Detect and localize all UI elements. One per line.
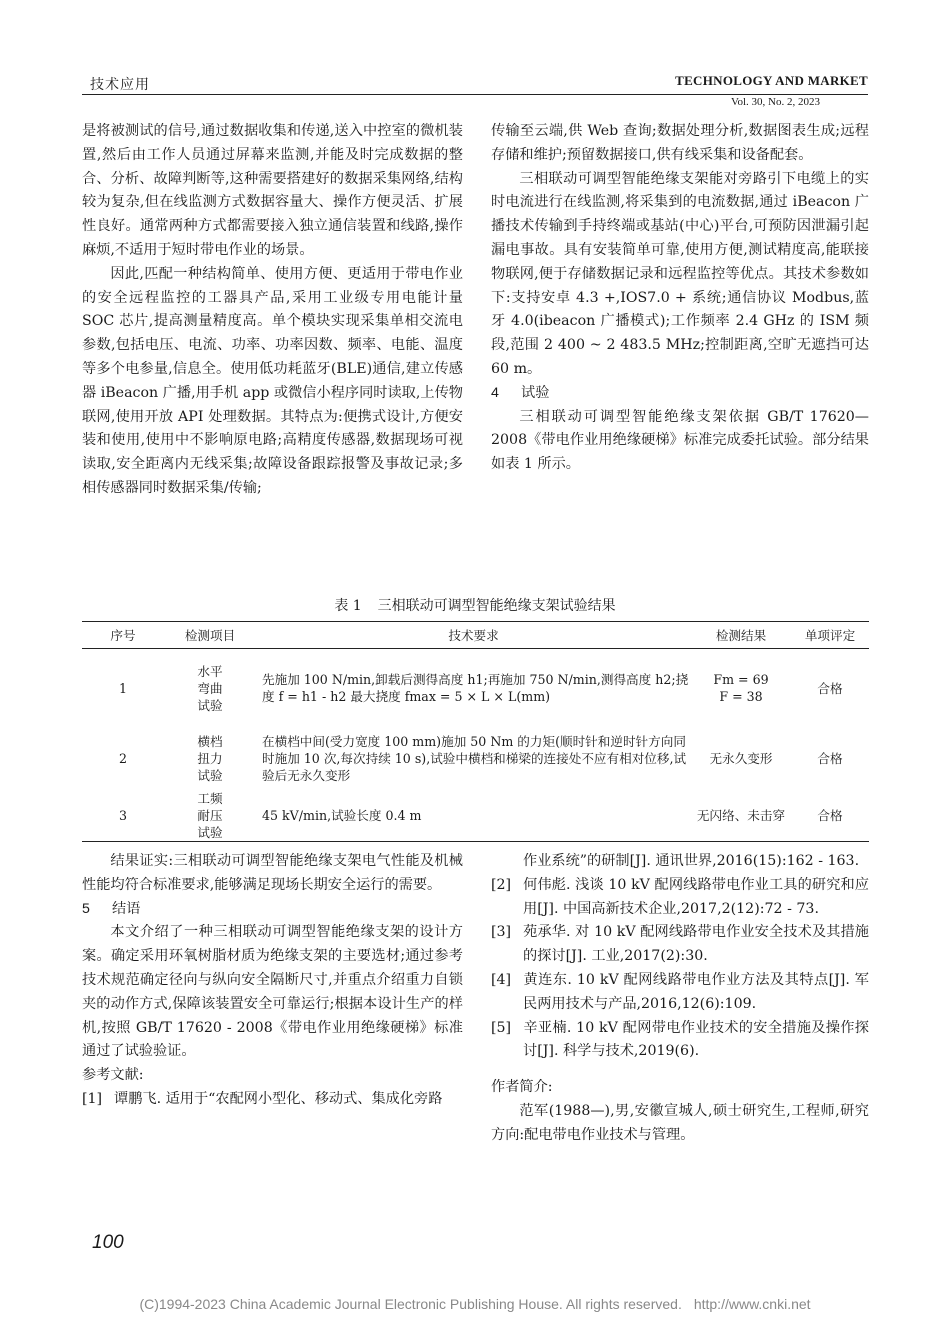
reference-tag: [1] [82, 1090, 103, 1107]
cell-requirement: 先施加 100 N/min,卸载后测得高度 h1;再施加 750 N/min,测得高度 h2;挠度 f = h1 - h2 最大挠度 fmax = 5 × L × L(mm) [262, 672, 689, 704]
paragraph: 本文介绍了一种三相联动可调型智能绝缘支架的设计方案。确定采用环氧树脂材质为绝缘支架的主要选材;通过参考技术规范确定径向与纵向安全隔断尺寸,并重点介绍重力自锁夹的动作方式,保障该装置安全可靠运行;根据本设计生产的样机,按照 GB/T 17620 - 2008《带电作业用绝缘硬梯》标准通过了试验验证。 [82, 924, 463, 1060]
table-caption [0, 595, 950, 615]
cell-item: 横档扭力试验 [197, 733, 223, 783]
author-title: 作者简介: [491, 1079, 553, 1096]
copyright-text: (C)1994-2023 China Academic Journal Electronic Publishing House. All rights reserved. [139, 1296, 682, 1312]
column-header: 单项评定 [791, 622, 869, 649]
lower-left-column [82, 850, 463, 1112]
author-bio: 范军(1988—),男,安徽宣城人,硕士研究生,工程师,研究方向:配电带电作业技术与管理。 [491, 1102, 869, 1143]
section-number: 4 [491, 384, 499, 401]
cell-requirement: 在横档中间(受力宽度 100 mm)施加 50 Nm 的力矩(顺时针和逆时针方向同时施加 10 次,每次持续 10 s),试验中横档和梯梁的连接处不应有相对位移,试验后无永久变形 [262, 733, 687, 783]
paragraph: 三相联动可调型智能绝缘支架能对旁路引下电缆上的实时电流进行在线监测,将采集到的电流数据,通过 iBeacon 广播技术传输到手持终端或基站(中心)平台,可预防因泄漏引起漏电事故。具有安装简单可靠,使用方便,测试精度高,能联接物联网,便于存储数据记录和远程监控等优点。其技术参数如下:支持安卓 4.3 +,IOS7.0 + 系统;通信协议 Modbus,蓝牙 4.0(ibeacon 广播模式);工作频率 2.4 GHz 的 ISM 频段,范围 2 400 ~ 2 483.5 MHz;控制距离,空旷无遮挡可达 60 m。 [491, 170, 869, 377]
reference-item [491, 969, 869, 1017]
section-title: 结语 [112, 900, 141, 917]
section-number: 5 [82, 900, 90, 917]
cell-verdict: 合格 [791, 789, 869, 842]
section-title: 试验 [521, 384, 550, 401]
paragraph: 结果证实:三相联动可调型智能绝缘支架电气性能及机械性能均符合标准要求,能够满足现场长期安全运行的需要。 [82, 853, 463, 893]
reference-text: 辛亚楠. 10 kV 配网带电作业技术的安全措施及操作探讨[J]. 科学与技术,2019(6). [523, 1019, 869, 1060]
reference-text: 谭鹏飞. 适用于“农配网小型化、移动式、集成化旁路 [114, 1090, 443, 1107]
lower-right-column [491, 850, 869, 1148]
cell-item: 水平弯曲试验 [197, 663, 223, 713]
column-header: 技术要求 [256, 622, 691, 649]
reference-continuation: 作业系统”的研制[J]. 通讯世界,2016(15):162 - 163. [523, 853, 860, 869]
cell-item: 工频耐压试验 [164, 789, 256, 842]
reference-item [82, 1088, 463, 1112]
column-header: 检测结果 [691, 622, 791, 649]
reference-item [491, 1017, 869, 1065]
cell-no: 2 [118, 750, 127, 766]
reference-text: 黄连东. 10 kV 配网线路带电作业方法及其特点[J]. 军民两用技术与产品,2016,12(6):109. [523, 971, 869, 1012]
result-value: Fm = 69 [713, 672, 769, 687]
cell-no: 1 [118, 680, 127, 696]
reference-tag: [4] [491, 971, 512, 988]
reference-item [491, 921, 869, 969]
cell-verdict: 合格 [817, 680, 843, 696]
table-row [82, 727, 869, 789]
reference-tag: [3] [491, 924, 512, 941]
results-table [82, 621, 869, 842]
paragraph: 三相联动可调型智能绝缘支架依据 GB/T 17620—2008《带电作业用绝缘硬梯》标准完成委托试验。部分结果如表 1 所示。 [491, 408, 869, 473]
reference-text: 苑承华. 对 10 kV 配网线路带电作业安全技术及其措施的探讨[J]. 工业,2017(2):30. [523, 924, 869, 965]
table-row [82, 789, 869, 842]
page-number: 100 [92, 1232, 124, 1253]
column-header: 检测项目 [164, 622, 256, 649]
cell-verdict: 合格 [817, 750, 843, 766]
table-label: 表 1 [334, 598, 362, 614]
left-column [82, 120, 463, 501]
reference-text: 何伟彪. 浅谈 10 kV 配网线路带电作业工具的研究和应用[J]. 中国高新技术企业,2017,2(12):72 - 73. [523, 876, 869, 917]
footer-url[interactable]: http://www.cnki.net [693, 1296, 811, 1312]
cell-result: 无永久变形 [709, 750, 773, 766]
cell-no: 3 [82, 789, 164, 842]
running-head-journal: TECHNOLOGY AND MARKET [675, 73, 868, 88]
cell-result: 无闪络、未击穿 [691, 789, 791, 842]
paragraph: 因此,匹配一种结构简单、使用方便、更适用于带电作业的安全远程监控的工器具产品,采用工业级专用电能计量 SOC 芯片,提高测量精度高。单个模块实现采集单相交流电参数,包括电压、电流、功率、功率因数、频率、电能、温度等多个电参量,信息全。使用低功耗蓝牙(BLE)通信,建立传感器 iBeacon 广播,用手机 app 或微信小程序同时读取,上传物联网,使用开放 API 处理数据。其特点为:便携式设计,方便安装和使用,使用中不影响原电路;高精度传感器,数据现场可视读取,安全距离内无线采集;故障设备跟踪报警及事故记录;多相传感器同时数据采集/传输; [82, 265, 463, 496]
paragraph: 传输至云端,供 Web 查询;数据处理分析,数据图表生成;远程存储和维护;预留数据接口,供有线采集和设备配套。 [491, 123, 869, 163]
paragraph: 是将被测试的信号,通过数据收集和传递,送入中控室的微机装置,然后由工作人员通过屏幕来监测,并能及时完成数据的整合、分析、故障判断等,这种需要搭建好的数据采集网络,结构较为复杂,但在线监测方式数据容量大、操作方便灵活、扩展性良好。通常两种方式都需要接入独立通信装置和线路,操作麻烦,不适用于短时带电作业的场景。 [82, 123, 463, 258]
result-value: F = 38 [719, 689, 763, 704]
cell-result [691, 649, 791, 728]
running-head-volume: Vol. 30, No. 2, 2023 [730, 96, 820, 108]
table-header-row [82, 622, 869, 649]
column-header: 序号 [82, 622, 164, 649]
copyright-footer [0, 1296, 950, 1312]
cell-requirement: 45 kV/min,试验长度 0.4 m [256, 789, 691, 842]
table-row [82, 649, 869, 728]
reference-item [491, 874, 869, 922]
section-heading-5 [82, 898, 463, 922]
table-title: 三相联动可调型智能绝缘支架试验结果 [377, 598, 616, 614]
reference-tag: [5] [491, 1019, 512, 1036]
running-head-section: 技术应用 [90, 77, 150, 93]
right-column [491, 120, 869, 477]
section-heading-4 [491, 382, 869, 406]
header-rule [82, 94, 868, 95]
reference-tag: [2] [491, 876, 512, 893]
references-title: 参考文献: [82, 1067, 144, 1084]
